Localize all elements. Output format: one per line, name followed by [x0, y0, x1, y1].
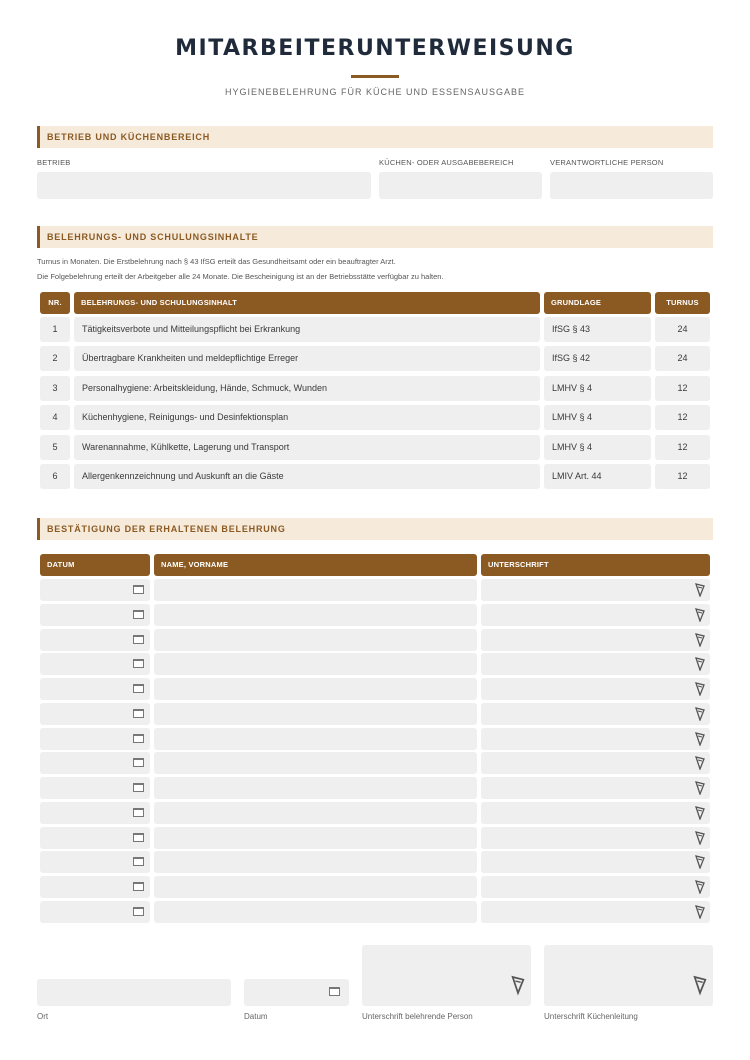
calendar-icon[interactable]: [133, 808, 144, 817]
datum-input[interactable]: [40, 678, 150, 700]
cell-grundlage: LMIV Art. 44: [544, 464, 651, 489]
name-input[interactable]: [154, 653, 477, 675]
datum-input[interactable]: [40, 653, 150, 675]
unterschrift-input[interactable]: [481, 777, 710, 799]
person-field[interactable]: [550, 172, 713, 199]
calendar-icon[interactable]: [133, 758, 144, 767]
label-ort: Ort: [37, 1012, 49, 1021]
datum-input[interactable]: [40, 802, 150, 824]
name-input[interactable]: [154, 777, 477, 799]
title-rule: [351, 75, 399, 78]
cell-inhalt: Übertragbare Krankheiten und meldepflichtige Erreger: [74, 346, 540, 371]
cell-grundlage: LMHV § 4: [544, 435, 651, 460]
name-input[interactable]: [154, 703, 477, 725]
cell-nr: 6: [40, 464, 70, 489]
calendar-icon[interactable]: [133, 610, 144, 619]
cell-inhalt: Tätigkeitsverbote und Mitteilungspflicht bei Erkrankung: [74, 317, 540, 342]
datum-input[interactable]: [40, 728, 150, 750]
cell-turnus: 12: [655, 464, 710, 489]
datum-field[interactable]: [244, 979, 349, 1006]
datum-input[interactable]: [40, 752, 150, 774]
cell-grundlage: LMHV § 4: [544, 376, 651, 401]
datum-input[interactable]: [40, 777, 150, 799]
datum-input[interactable]: [40, 851, 150, 873]
header-name: NAME, VORNAME: [154, 554, 477, 576]
name-input[interactable]: [154, 604, 477, 626]
calendar-icon[interactable]: [133, 882, 144, 891]
note-line-1: Turnus in Monaten. Die Erstbelehrung nach § 43 IfSG erteilt das Gesundheitsamt oder ein beauftragter Arzt.: [37, 257, 396, 266]
header-grundlage: GRUNDLAGE: [544, 292, 651, 314]
signature-pen-icon[interactable]: [694, 756, 706, 770]
label-sig-belehrend: Unterschrift belehrende Person: [362, 1012, 473, 1021]
name-input[interactable]: [154, 579, 477, 601]
calendar-icon[interactable]: [133, 857, 144, 866]
calendar-icon[interactable]: [133, 783, 144, 792]
unterschrift-input[interactable]: [481, 827, 710, 849]
datum-input[interactable]: [40, 604, 150, 626]
name-input[interactable]: [154, 827, 477, 849]
cell-turnus: 12: [655, 405, 710, 430]
unterschrift-input[interactable]: [481, 604, 710, 626]
unterschrift-input[interactable]: [481, 851, 710, 873]
signature-pen-icon[interactable]: [694, 682, 706, 696]
cell-grundlage: LMHV § 4: [544, 405, 651, 430]
betrieb-field[interactable]: [37, 172, 371, 199]
name-input[interactable]: [154, 876, 477, 898]
unterschrift-input[interactable]: [481, 678, 710, 700]
unterschrift-input[interactable]: [481, 876, 710, 898]
signature-pen-icon[interactable]: [694, 781, 706, 795]
calendar-icon[interactable]: [133, 833, 144, 842]
sig-leitung-field[interactable]: [544, 945, 713, 1006]
header-turnus: TURNUS: [655, 292, 710, 314]
section-heading-inhalte: BELEHRUNGS- UND SCHULUNGSINHALTE: [37, 226, 713, 248]
unterschrift-input[interactable]: [481, 629, 710, 651]
cell-nr: 4: [40, 405, 70, 430]
unterschrift-input[interactable]: [481, 703, 710, 725]
unterschrift-input[interactable]: [481, 728, 710, 750]
cell-grundlage: IfSG § 42: [544, 346, 651, 371]
datum-input[interactable]: [40, 703, 150, 725]
signature-pen-icon[interactable]: [510, 974, 526, 996]
datum-input[interactable]: [40, 901, 150, 923]
signature-pen-icon[interactable]: [694, 880, 706, 894]
label-bereich: KÜCHEN- ODER AUSGABEBEREICH: [379, 158, 514, 167]
section-heading-bestaetigung: BESTÄTIGUNG DER ERHALTENEN BELEHRUNG: [37, 518, 713, 540]
page-subtitle: HYGIENEBELEHRUNG FÜR KÜCHE UND ESSENSAUSGABE: [224, 87, 526, 97]
unterschrift-input[interactable]: [481, 579, 710, 601]
header-inhalt: BELEHRUNGS- UND SCHULUNGSINHALT: [74, 292, 540, 314]
header-nr: NR.: [40, 292, 70, 314]
name-input[interactable]: [154, 802, 477, 824]
name-input[interactable]: [154, 728, 477, 750]
calendar-icon[interactable]: [133, 734, 144, 743]
cell-nr: 2: [40, 346, 70, 371]
unterschrift-input[interactable]: [481, 802, 710, 824]
signature-pen-icon[interactable]: [694, 905, 706, 919]
header-datum: DATUM: [40, 554, 150, 576]
cell-nr: 1: [40, 317, 70, 342]
name-input[interactable]: [154, 752, 477, 774]
cell-turnus: 12: [655, 435, 710, 460]
name-input[interactable]: [154, 678, 477, 700]
calendar-icon[interactable]: [133, 585, 144, 594]
label-person: VERANTWORTLICHE PERSON: [550, 158, 664, 167]
signature-pen-icon[interactable]: [694, 657, 706, 671]
cell-turnus: 24: [655, 317, 710, 342]
unterschrift-input[interactable]: [481, 901, 710, 923]
signature-pen-icon[interactable]: [694, 633, 706, 647]
datum-input[interactable]: [40, 579, 150, 601]
datum-input[interactable]: [40, 876, 150, 898]
cell-inhalt: Allergenkennzeichnung und Auskunft an die Gäste: [74, 464, 540, 489]
unterschrift-input[interactable]: [481, 653, 710, 675]
signature-pen-icon[interactable]: [694, 608, 706, 622]
datum-input[interactable]: [40, 629, 150, 651]
signature-pen-icon[interactable]: [692, 974, 708, 996]
label-datum: Datum: [244, 1012, 268, 1021]
cell-turnus: 24: [655, 346, 710, 371]
name-input[interactable]: [154, 851, 477, 873]
signature-pen-icon[interactable]: [694, 707, 706, 721]
page-title: MITARBEITERUNTERWEISUNG: [175, 36, 575, 61]
header-unterschrift: UNTERSCHRIFT: [481, 554, 710, 576]
bereich-field[interactable]: [379, 172, 542, 199]
calendar-icon[interactable]: [133, 684, 144, 693]
section-heading-betrieb: BETRIEB UND KÜCHENBEREICH: [37, 126, 713, 148]
calendar-icon[interactable]: [133, 907, 144, 916]
signature-pen-icon[interactable]: [694, 831, 706, 845]
name-input[interactable]: [154, 901, 477, 923]
cell-inhalt: Warenannahme, Kühlkette, Lagerung und Transport: [74, 435, 540, 460]
datum-input[interactable]: [40, 827, 150, 849]
signature-pen-icon[interactable]: [694, 855, 706, 869]
cell-nr: 3: [40, 376, 70, 401]
sig-belehrend-field[interactable]: [362, 945, 531, 1006]
calendar-icon[interactable]: [329, 987, 340, 996]
ort-field[interactable]: [37, 979, 231, 1006]
calendar-icon[interactable]: [133, 635, 144, 644]
note-line-2: Die Folgebelehrung erteilt der Arbeitgeber alle 24 Monate. Die Bescheinigung ist an der Betriebsstätte verfügbar zu halten.: [37, 272, 444, 281]
cell-turnus: 12: [655, 376, 710, 401]
cell-inhalt: Personalhygiene: Arbeitskleidung, Hände, Schmuck, Wunden: [74, 376, 540, 401]
label-sig-leitung: Unterschrift Küchenleitung: [544, 1012, 638, 1021]
label-betrieb: BETRIEB: [37, 158, 71, 167]
cell-nr: 5: [40, 435, 70, 460]
signature-pen-icon[interactable]: [694, 732, 706, 746]
cell-grundlage: IfSG § 43: [544, 317, 651, 342]
calendar-icon[interactable]: [133, 709, 144, 718]
cell-inhalt: Küchenhygiene, Reinigungs- und Desinfektionsplan: [74, 405, 540, 430]
signature-pen-icon[interactable]: [694, 583, 706, 597]
name-input[interactable]: [154, 629, 477, 651]
unterschrift-input[interactable]: [481, 752, 710, 774]
calendar-icon[interactable]: [133, 659, 144, 668]
signature-pen-icon[interactable]: [694, 806, 706, 820]
